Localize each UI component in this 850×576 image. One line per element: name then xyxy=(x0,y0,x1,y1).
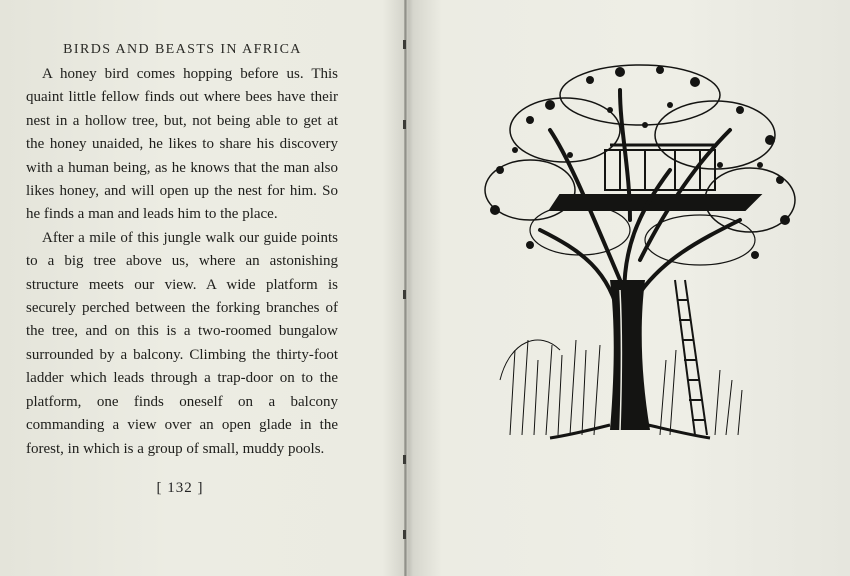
page-number: [ 132 ] xyxy=(156,480,204,496)
binding-stitch xyxy=(403,455,406,464)
binding-stitch xyxy=(403,530,406,539)
binding-stitch xyxy=(403,290,406,299)
running-head: BIRDS AND BEASTS IN AFRICA xyxy=(63,42,302,57)
paragraph-2: After a mile of this jungle walk our guide points to a big tree above us, where an astonishing structure meets our view. A wide platform is securely perched between the forking branches of the tree, and on this is a two-roomed bungalow surrounded by a balcony. Climbing the thirty-foot ladder which leads through a trap-door on to the platform, one finds oneself on a balcony commanding a view over an open glade in the forest, in which is a group of small, muddy pools. xyxy=(26,229,338,457)
left-page xyxy=(0,0,405,576)
binding-stitch xyxy=(403,120,406,129)
paragraph-1: A honey bird comes hopping before us. This quaint little fellow finds out where bees have their nest in a hollow tree, but, not being able to get at the honey unaided, he likes to share his discovery with a human being, as he knows that the man also likes honey, and will open up the nest for him. So he finds a man and leads him to the place. xyxy=(26,66,338,223)
binding-stitch xyxy=(403,40,406,49)
treehouse-drawing-icon xyxy=(470,50,810,440)
body-text xyxy=(26,63,338,461)
right-page xyxy=(410,0,850,576)
book-gutter xyxy=(404,0,407,576)
